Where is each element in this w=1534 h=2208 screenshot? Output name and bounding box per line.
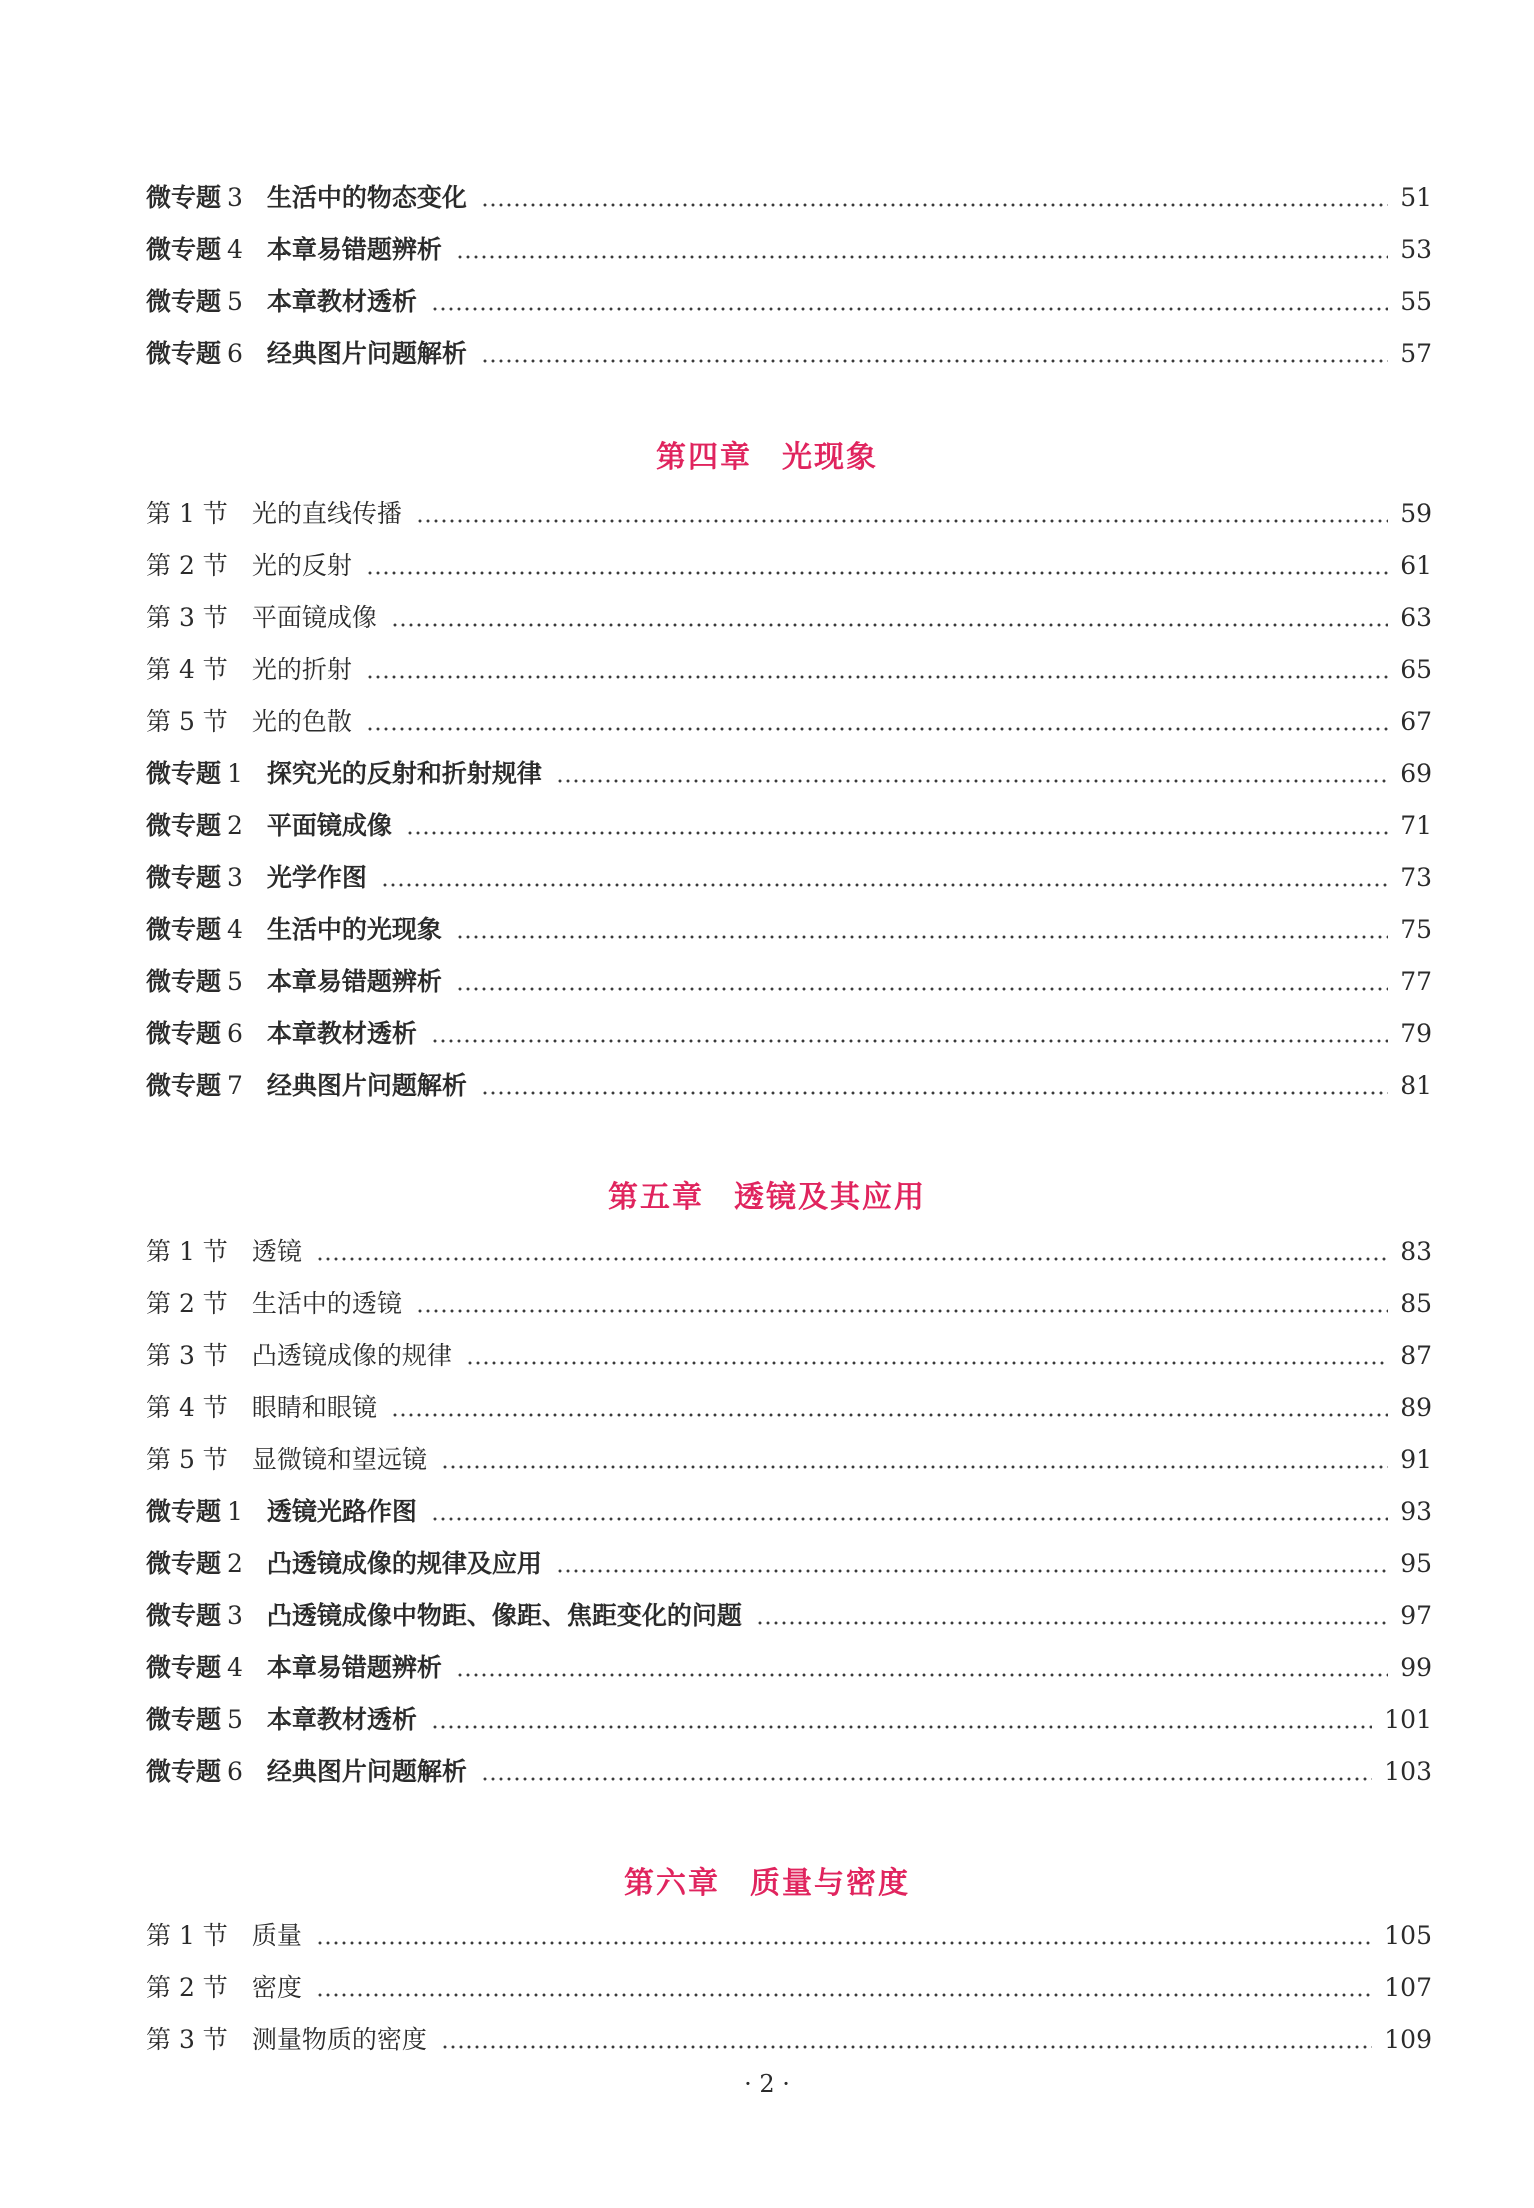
entry-prefix: 微专题 — [146, 1653, 222, 1682]
entry-title: 光的折射 — [251, 655, 352, 684]
entry-page-number: 77 — [1400, 967, 1432, 996]
entry-title: 凸透镜成像的规律 — [251, 1341, 452, 1370]
entry-title: 本章教材透析 — [266, 1705, 417, 1734]
entry-page-number: 61 — [1400, 551, 1432, 580]
entry-page-number: 71 — [1400, 811, 1432, 840]
dot-leader — [756, 1594, 1388, 1638]
entry-label — [146, 856, 243, 900]
toc-entry[interactable] — [146, 1594, 1432, 1638]
entry-label — [146, 804, 243, 848]
toc-entry[interactable] — [146, 856, 1432, 900]
dot-leader — [481, 1064, 1388, 1108]
dot-leader — [456, 1646, 1388, 1690]
toc-entry[interactable] — [146, 804, 1432, 848]
entry-title: 凸透镜成像中物距、像距、焦距变化的问题 — [266, 1601, 742, 1630]
entry-prefix: 微专题 — [146, 863, 222, 892]
entry-label — [146, 1230, 228, 1274]
dot-leader — [441, 1438, 1388, 1482]
entry-label — [146, 960, 243, 1004]
entry-label — [146, 1646, 243, 1690]
toc-entry[interactable] — [146, 1282, 1432, 1326]
chapter-number: 第四章 — [656, 440, 752, 475]
entry-label — [146, 1282, 228, 1326]
entry-prefix: 微专题 — [146, 1757, 222, 1786]
entry-label — [146, 228, 243, 272]
entry-label — [146, 1386, 228, 1430]
entry-number: 3 — [227, 863, 243, 892]
entry-prefix: 微专题 — [146, 759, 222, 788]
entry-title: 生活中的光现象 — [266, 915, 442, 944]
toc-entry[interactable] — [146, 1386, 1432, 1430]
entry-label — [146, 1542, 243, 1586]
entry-title: 密度 — [251, 1973, 302, 2002]
entry-page-number: 67 — [1400, 707, 1432, 736]
entry-page-number: 51 — [1400, 183, 1432, 212]
entry-title: 光学作图 — [266, 863, 367, 892]
dot-leader — [456, 960, 1388, 1004]
entry-number: 5 — [227, 967, 243, 996]
toc-entry[interactable] — [146, 1490, 1432, 1534]
entry-page-number: 73 — [1400, 863, 1432, 892]
chapter-heading — [0, 1176, 1534, 1220]
dot-leader — [431, 1012, 1388, 1056]
dot-leader — [481, 176, 1388, 220]
toc-entry[interactable] — [146, 700, 1432, 744]
entry-label — [146, 752, 243, 796]
entry-number: 4 — [227, 915, 243, 944]
entry-title: 经典图片问题解析 — [266, 1071, 467, 1100]
entry-prefix: 微专题 — [146, 811, 222, 840]
entry-prefix: 微专题 — [146, 1497, 222, 1526]
entry-page-number: 103 — [1384, 1757, 1432, 1786]
entry-label — [146, 332, 243, 376]
entry-page-number: 59 — [1400, 499, 1432, 528]
entry-page-number: 69 — [1400, 759, 1432, 788]
entry-title: 光的反射 — [251, 551, 352, 580]
toc-entry[interactable] — [146, 1438, 1432, 1482]
entry-number: 2 — [227, 811, 243, 840]
toc-entry[interactable] — [146, 332, 1432, 376]
entry-page-number: 97 — [1400, 1601, 1432, 1630]
entry-prefix: 微专题 — [146, 1549, 222, 1578]
entry-title: 质量 — [251, 1921, 302, 1950]
entry-prefix: 第 3 节 — [146, 1341, 228, 1370]
dot-leader — [431, 1490, 1388, 1534]
entry-prefix: 第 3 节 — [146, 2025, 228, 2054]
entry-title: 本章教材透析 — [266, 287, 417, 316]
entry-page-number: 75 — [1400, 915, 1432, 944]
entry-title: 平面镜成像 — [266, 811, 392, 840]
page-number-footer: · 2 · — [744, 2070, 790, 2098]
entry-number: 6 — [227, 339, 243, 368]
entry-page-number: 95 — [1400, 1549, 1432, 1578]
chapter-title: 透镜及其应用 — [734, 1180, 926, 1215]
entry-prefix: 第 1 节 — [146, 1237, 228, 1266]
entry-page-number: 63 — [1400, 603, 1432, 632]
dot-leader — [366, 648, 1388, 692]
dot-leader — [456, 228, 1388, 272]
toc-entry[interactable] — [146, 1914, 1432, 1958]
toc-entry[interactable] — [146, 1064, 1432, 1108]
entry-title: 眼睛和眼镜 — [251, 1393, 377, 1422]
dot-leader — [366, 700, 1388, 744]
dot-leader — [316, 1966, 1372, 2010]
toc-entry[interactable] — [146, 1012, 1432, 1056]
entry-label — [146, 908, 243, 952]
entry-title: 经典图片问题解析 — [266, 1757, 467, 1786]
entry-label — [146, 596, 228, 640]
dot-leader — [481, 332, 1388, 376]
entry-prefix: 第 4 节 — [146, 655, 228, 684]
chapter-heading — [0, 436, 1534, 480]
entry-prefix: 微专题 — [146, 339, 222, 368]
dot-leader — [466, 1334, 1388, 1378]
toc-entry[interactable] — [146, 960, 1432, 1004]
entry-title: 本章易错题辨析 — [266, 1653, 442, 1682]
entry-title: 凸透镜成像的规律及应用 — [266, 1549, 542, 1578]
dot-leader — [556, 1542, 1388, 1586]
entry-number: 5 — [227, 1705, 243, 1734]
entry-prefix: 第 2 节 — [146, 1973, 228, 2002]
entry-page-number: 53 — [1400, 235, 1432, 264]
dot-leader — [416, 492, 1388, 536]
entry-label — [146, 1698, 243, 1742]
entry-label — [146, 1966, 228, 2010]
entry-number: 1 — [227, 1497, 243, 1526]
entry-title: 本章教材透析 — [266, 1019, 417, 1048]
entry-prefix: 第 3 节 — [146, 603, 228, 632]
entry-label — [146, 1334, 228, 1378]
entry-page-number: 79 — [1400, 1019, 1432, 1048]
entry-number: 6 — [227, 1757, 243, 1786]
toc-entry[interactable] — [146, 648, 1432, 692]
entry-prefix: 第 5 节 — [146, 707, 228, 736]
dot-leader — [481, 1750, 1372, 1794]
toc-entry[interactable] — [146, 1966, 1432, 2010]
entry-prefix: 微专题 — [146, 1019, 222, 1048]
entry-title: 光的色散 — [251, 707, 352, 736]
entry-page-number: 81 — [1400, 1071, 1432, 1100]
entry-title: 生活中的物态变化 — [266, 183, 467, 212]
entry-title: 平面镜成像 — [251, 603, 377, 632]
toc-entry[interactable] — [146, 596, 1432, 640]
entry-page-number: 57 — [1400, 339, 1432, 368]
entry-number: 4 — [227, 235, 243, 264]
entry-page-number: 83 — [1400, 1237, 1432, 1266]
toc-entry[interactable] — [146, 1542, 1432, 1586]
entry-number: 7 — [227, 1071, 243, 1100]
entry-label — [146, 1064, 243, 1108]
entry-page-number: 85 — [1400, 1289, 1432, 1318]
entry-title: 探究光的反射和折射规律 — [266, 759, 542, 788]
entry-page-number: 91 — [1400, 1445, 1432, 1474]
chapter-title: 光现象 — [782, 440, 878, 475]
toc-entry[interactable] — [146, 1698, 1432, 1742]
entry-page-number: 99 — [1400, 1653, 1432, 1682]
chapter-number: 第六章 — [624, 1866, 720, 1901]
chapter-title: 质量与密度 — [750, 1866, 910, 1901]
entry-number: 5 — [227, 287, 243, 316]
dot-leader — [431, 280, 1388, 324]
entry-number: 6 — [227, 1019, 243, 1048]
toc-entry[interactable] — [146, 1334, 1432, 1378]
entry-page-number: 65 — [1400, 655, 1432, 684]
entry-label — [146, 1594, 243, 1638]
entry-prefix: 微专题 — [146, 287, 222, 316]
toc-entry[interactable] — [146, 1750, 1432, 1794]
entry-prefix: 第 4 节 — [146, 1393, 228, 1422]
entry-title: 透镜光路作图 — [266, 1497, 417, 1526]
entry-label — [146, 280, 243, 324]
entry-prefix: 第 1 节 — [146, 499, 228, 528]
entry-label — [146, 492, 228, 536]
entry-title: 本章易错题辨析 — [266, 235, 442, 264]
toc-entry[interactable] — [146, 2018, 1432, 2062]
entry-number: 4 — [227, 1653, 243, 1682]
entry-title: 光的直线传播 — [251, 499, 402, 528]
dot-leader — [316, 1230, 1388, 1274]
entry-prefix: 第 5 节 — [146, 1445, 228, 1474]
entry-prefix: 微专题 — [146, 915, 222, 944]
dot-leader — [406, 804, 1388, 848]
entry-label — [146, 1750, 243, 1794]
entry-label — [146, 1012, 243, 1056]
entry-page-number: 107 — [1384, 1973, 1432, 2002]
entry-label — [146, 1914, 228, 1958]
entry-label — [146, 700, 228, 744]
toc-entry[interactable] — [146, 1230, 1432, 1274]
dot-leader — [366, 544, 1388, 588]
dot-leader — [441, 2018, 1372, 2062]
entry-page-number: 109 — [1384, 2025, 1432, 2054]
entry-prefix: 微专题 — [146, 1601, 222, 1630]
toc-entry[interactable] — [146, 544, 1432, 588]
dot-leader — [391, 1386, 1388, 1430]
entry-page-number: 55 — [1400, 287, 1432, 316]
entry-title: 生活中的透镜 — [251, 1289, 402, 1318]
toc-entry[interactable] — [146, 1646, 1432, 1690]
toc-entry[interactable] — [146, 280, 1432, 324]
entry-title: 本章易错题辨析 — [266, 967, 442, 996]
entry-title: 透镜 — [251, 1237, 302, 1266]
entry-prefix: 微专题 — [146, 1071, 222, 1100]
entry-page-number: 89 — [1400, 1393, 1432, 1422]
entry-number: 2 — [227, 1549, 243, 1578]
entry-page-number: 105 — [1384, 1921, 1432, 1950]
toc-entry[interactable] — [146, 228, 1432, 272]
entry-title: 测量物质的密度 — [251, 2025, 427, 2054]
entry-label — [146, 2018, 228, 2062]
entry-prefix: 第 1 节 — [146, 1921, 228, 1950]
chapter-number: 第五章 — [608, 1180, 704, 1215]
entry-label — [146, 176, 243, 220]
dot-leader — [391, 596, 1388, 640]
toc-entry[interactable] — [146, 176, 1432, 220]
entry-prefix: 第 2 节 — [146, 551, 228, 580]
entry-title: 显微镜和望远镜 — [251, 1445, 427, 1474]
entry-prefix: 微专题 — [146, 235, 222, 264]
entry-prefix: 微专题 — [146, 1705, 222, 1734]
entry-number: 3 — [227, 183, 243, 212]
dot-leader — [431, 1698, 1372, 1742]
dot-leader — [416, 1282, 1388, 1326]
entry-label — [146, 1438, 228, 1482]
dot-leader — [316, 1914, 1372, 1958]
dot-leader — [381, 856, 1388, 900]
dot-leader — [556, 752, 1388, 796]
entry-page-number: 93 — [1400, 1497, 1432, 1526]
entry-page-number: 87 — [1400, 1341, 1432, 1370]
entry-prefix: 微专题 — [146, 183, 222, 212]
toc-entry[interactable] — [146, 752, 1432, 796]
entry-number: 3 — [227, 1601, 243, 1630]
chapter-heading — [0, 1862, 1534, 1906]
entry-page-number: 101 — [1384, 1705, 1432, 1734]
entry-label — [146, 648, 228, 692]
dot-leader — [456, 908, 1388, 952]
entry-number: 1 — [227, 759, 243, 788]
toc-entry[interactable] — [146, 492, 1432, 536]
entry-prefix: 微专题 — [146, 967, 222, 996]
entry-label — [146, 1490, 243, 1534]
entry-title: 经典图片问题解析 — [266, 339, 467, 368]
entry-label — [146, 544, 228, 588]
toc-entry[interactable] — [146, 908, 1432, 952]
entry-prefix: 第 2 节 — [146, 1289, 228, 1318]
